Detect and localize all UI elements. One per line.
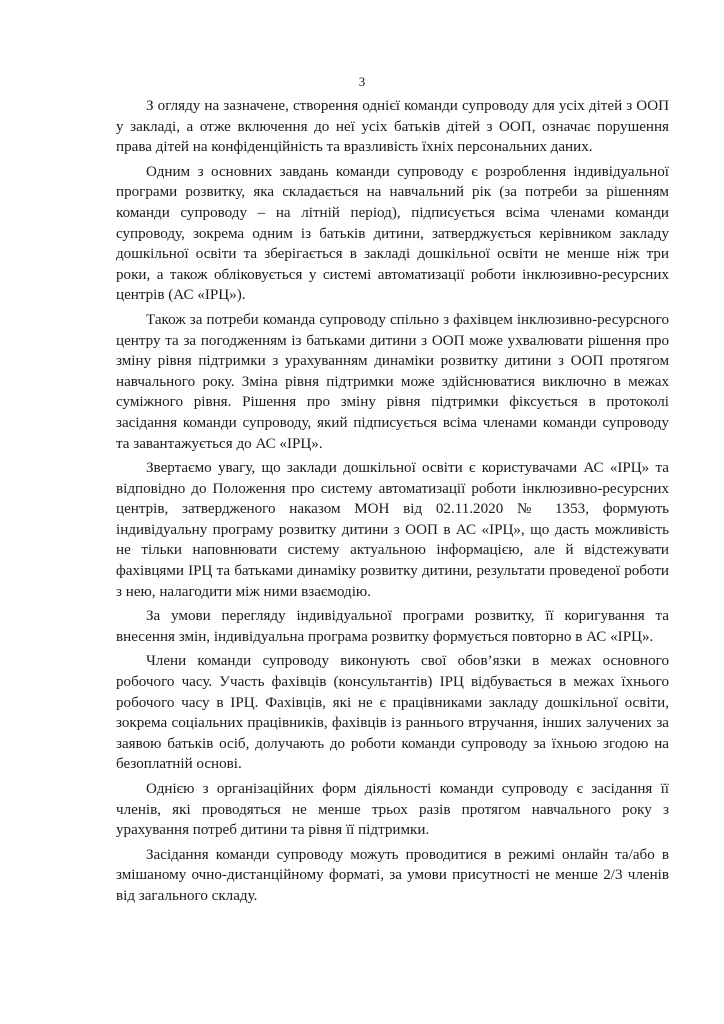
paragraph-working-time: Члени команди супроводу виконують свої обов’язки в межах основного робочого часу. Участь фахівців (консультантів) ІРЦ відбувається в межах їхнього робочого часу в ІРЦ. Фахівців, які не є працівниками закладу дошкільної освіти, зокрема соціальних працівників, фахівців із раннього втручання, інших залучених за заявою батьків осіб, долучають до роботи команди супроводу за їхньою згодою на безоплатній основі. — [116, 653, 669, 773]
paragraph-meetings: Однією з організаційних форм діяльності команди супроводу є засідання її членів, які проводяться не менше трьох разів протягом навчального року з урахування потреб дитини та рівня її підтримки. — [116, 781, 669, 839]
paragraph-confidentiality: З огляду на зазначене, створення однієї команди супроводу для усіх дітей з ООП у закладі, а отже включення до неї усіх батьків дітей з ООП, означає порушення права дітей на конфіденційність та вразливість їхніх персональних даних. — [116, 98, 669, 156]
paragraph-development-program: Одним з основних завдань команди супроводу є розроблення індивідуальної програми розвитку, яка складається на навчальний рік (за потреби за рішенням команди супроводу – на літній період), підписується всіма членами команди супроводу, зокрема одним із батьків дитини, затверджується керівником закладу дошкільної освіти та зберігається в закладі дошкільної освіти не менше ніж три роки, а також обліковується у системі автоматизації роботи інклюзивно-ресурсних центрів (АС «ІРЦ»). — [116, 163, 669, 304]
document-body — [116, 96, 669, 911]
paragraph-online-meetings: Засідання команди супроводу можуть проводитися в режимі онлайн та/або в змішаному очно-дистанційному форматі, за умови присутності не менше 2/3 членів від загального складу. — [116, 846, 669, 904]
paragraph-program-revision: За умови перегляду індивідуальної програми розвитку, її коригування та внесення змін, індивідуальна програма розвитку формується повторно в АС «ІРЦ». — [116, 608, 669, 645]
paragraph-support-level-change: Також за потреби команда супроводу спільно з фахівцем інклюзивно-ресурсного центру та за погодженням із батьками дитини з ООП може ухвалювати рішення про зміну рівня підтримки з урахуванням динаміки розвитку дитини з ООП протягом навчального року. Зміна рівня підтримки може здійснюватися виключно в межах суміжного рівня. Рішення про зміну рівня підтримки фіксується в протоколі засідання команди супроводу, який підписується всіма членами команди супроводу та завантажується до АС «ІРЦ». — [116, 311, 669, 452]
page-number: 3 — [358, 74, 366, 89]
paragraph-as-irc-users: Звертаємо увагу, що заклади дошкільної освіти є користувачами АС «ІРЦ» та відповідно до Положення про систему автоматизації роботи інклюзивно-ресурсних центрів, затвердженого наказом МОН від 02.11.2020 № 1353, формують індивідуальну програму розвитку дитини з ООП в АС «ІРЦ», що дасть можливість не тільки наповнювати систему актуальною інформацією, але й відстежувати фахівцями ІРЦ та батьками динаміку розвитку дитини, результати проведеної роботи з нею, налагодити між ними взаємодію. — [116, 460, 669, 600]
